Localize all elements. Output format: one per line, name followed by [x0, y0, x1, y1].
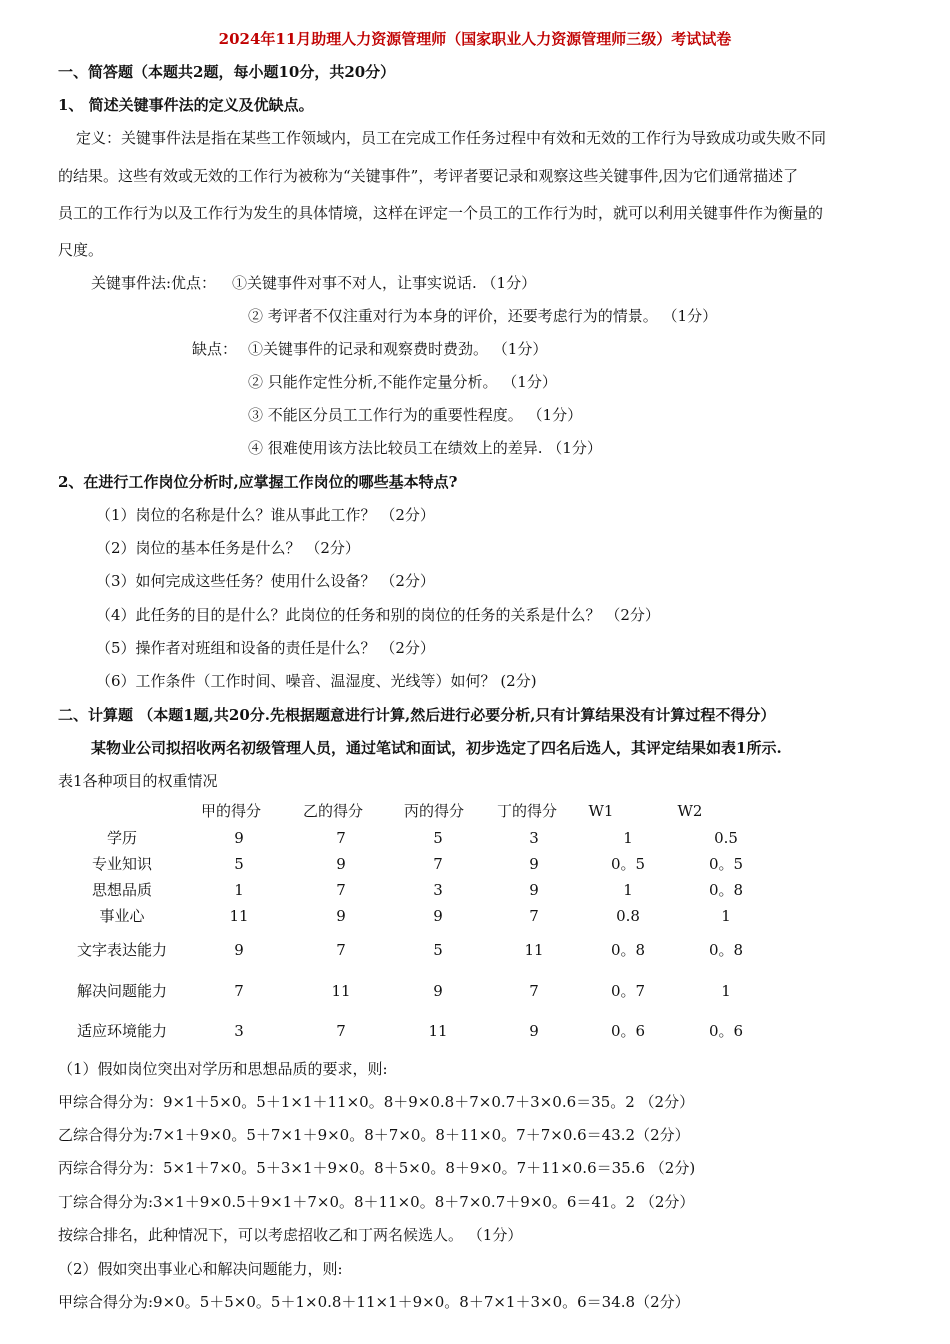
- calculation-line: 丁综合得分为:3×1＋9×0.5＋9×1＋7×0。8＋11×0。8＋7×0.7＋9×0。6＝41。2 （2分）: [58, 1193, 695, 1211]
- table-cell: 9: [529, 855, 539, 873]
- part-1-heading: （1）假如岗位突出对学历和思想品质的要求，则:: [58, 1060, 388, 1078]
- table-cell: 1: [623, 829, 633, 847]
- table-cell: 7: [529, 982, 539, 1000]
- table-cell: 0.5: [714, 829, 738, 847]
- table-cell: 0。6: [708, 1022, 744, 1040]
- calculation-line: 乙综合得分为:7×1＋9×0。5＋7×1＋9×0。8＋7×0。8＋11×0。7＋7×0.6＝43.2（2分）: [58, 1126, 690, 1144]
- table-cell: 7: [336, 881, 346, 899]
- table-header-cell: 丙的得分: [403, 802, 465, 820]
- question-2-item: （3）如何完成这些任务？使用什么设备？ （2分）: [96, 572, 435, 590]
- table-row-label: 专业知识: [91, 855, 153, 873]
- advantages-label: 关键事件法:优点：: [91, 274, 217, 292]
- calculation-line: 甲综合得分为：9×1＋5×0。5＋1×1＋11×0。8＋9×0.8＋7×0.7＋3×0.6＝35。2 （2分）: [58, 1093, 695, 1111]
- table-cell: 0。5: [708, 855, 744, 873]
- table-row-label: 适应环境能力: [76, 1022, 168, 1040]
- table-cell: 9: [433, 982, 443, 1000]
- page-title: 2024年11月助理人力资源管理师（国家职业人力资源管理师三级）考试试卷: [218, 30, 732, 48]
- table-cell: 3: [433, 881, 443, 899]
- question-2-item: （4）此任务的目的是什么？此岗位的任务和别的岗位的任务的关系是什么？ （2分）: [96, 606, 660, 624]
- definition-line: 的结果。这些有效或无效的工作行为被称为“关键事件”，考评者要记录和观察这些关键事件,因为它们通常描述了: [58, 167, 799, 185]
- definition-line: 尺度。: [58, 241, 104, 259]
- table-cell: 11: [524, 941, 544, 959]
- table-cell: 3: [234, 1022, 244, 1040]
- table-row-label: 解决问题能力: [76, 982, 168, 1000]
- question-2-item: （6）工作条件（工作时间、噪音、温湿度、光线等）如何？ (2分): [96, 672, 537, 690]
- question-2-item: （5）操作者对班组和设备的责任是什么？ （2分）: [96, 639, 435, 657]
- question-1: 1、 简述关键事件法的定义及优缺点。: [58, 96, 314, 114]
- question-2: 2、在进行工作岗位分析时,应掌握工作岗位的哪些基本特点?: [58, 473, 458, 491]
- question-2-item: （2）岗位的基本任务是什么？ （2分）: [96, 539, 360, 557]
- disadvantage-item: ② 只能作定性分析,不能作定量分析。 （1分）: [248, 373, 557, 391]
- table-cell: 7: [336, 941, 346, 959]
- table-header-cell: 甲的得分: [200, 802, 262, 820]
- table-cell: 1: [623, 881, 633, 899]
- disadvantages-label: 缺点：: [192, 340, 238, 358]
- table-cell: 0。6: [610, 1022, 646, 1040]
- table-cell: 7: [529, 907, 539, 925]
- table-cell: 9: [234, 829, 244, 847]
- table-cell: 1: [721, 907, 731, 925]
- table-cell: 9: [529, 1022, 539, 1040]
- table-cell: 0。5: [610, 855, 646, 873]
- table-cell: 1: [721, 982, 731, 1000]
- table-cell: 7: [336, 829, 346, 847]
- table-cell: 0。8: [708, 941, 744, 959]
- table-header-cell: 丁的得分: [496, 802, 558, 820]
- table-cell: 9: [529, 881, 539, 899]
- table-cell: 5: [234, 855, 244, 873]
- advantage-item: ② 考评者不仅注重对行为本身的评价，还要考虑行为的情景。 （1分）: [248, 307, 718, 325]
- table-header-cell: 乙的得分: [302, 802, 364, 820]
- table-cell: 9: [234, 941, 244, 959]
- table-cell: 0。8: [610, 941, 646, 959]
- disadvantage-item: ③ 不能区分员工工作行为的重要性程度。 （1分）: [248, 406, 583, 424]
- table-header-cell: W2: [677, 802, 703, 820]
- table-cell: 7: [336, 1022, 346, 1040]
- table-cell: 0。8: [708, 881, 744, 899]
- table-cell: 9: [336, 855, 346, 873]
- advantage-item: ①关键事件对事不对人，让事实说话. （1分）: [232, 274, 537, 292]
- table-cell: 7: [433, 855, 443, 873]
- definition-line: 定义：关键事件法是指在某些工作领域内，员工在完成工作任务过程中有效和无效的工作行为导致成功或失败不同: [76, 129, 827, 147]
- table-cell: 0.8: [616, 907, 640, 925]
- definition-line: 员工的工作行为以及工作行为发生的具体情境，这样在评定一个员工的工作行为时，就可以利用关键事件作为衡量的: [58, 204, 824, 222]
- calculation-line: 丙综合得分为：5×1＋7×0。5＋3×1＋9×0。8＋5×0。8＋9×0。7＋11×0.6＝35.6 （2分): [58, 1159, 696, 1177]
- disadvantage-item: ①关键事件的记录和观察费时费劲。 （1分）: [248, 340, 548, 358]
- section-2-intro: 某物业公司拟招收两名初级管理人员，通过笔试和面试，初步选定了四名后选人，其评定结果如表1所示.: [91, 739, 782, 757]
- conclusion-1: 按综合排名，此种情况下，可以考虑招收乙和丁两名候选人。 （1分）: [58, 1226, 523, 1244]
- table-cell: 9: [433, 907, 443, 925]
- table-cell: 11: [229, 907, 249, 925]
- table-cell: 9: [336, 907, 346, 925]
- table-cell: 5: [433, 941, 443, 959]
- table-row-label: 事业心: [99, 907, 145, 925]
- part-2-heading: （2）假如突出事业心和解决问题能力，则:: [58, 1260, 343, 1278]
- table-caption: 表1各种项目的权重情况: [58, 772, 218, 790]
- table-row-label: 思想品质: [91, 881, 153, 899]
- table-cell: 11: [428, 1022, 448, 1040]
- calculation-line: 甲综合得分为:9×0。5＋5×0。5＋1×0.8＋11×1＋9×0。8＋7×1＋3×0。6＝34.8（2分）: [58, 1293, 690, 1311]
- section-2-heading: 二、计算题 （本题1题,共20分.先根据题意进行计算,然后进行必要分析,只有计算结果没有计算过程不得分）: [58, 706, 776, 724]
- table-header-cell: W1: [588, 802, 614, 820]
- table-cell: 11: [331, 982, 351, 1000]
- table-cell: 5: [433, 829, 443, 847]
- table-cell: 3: [529, 829, 539, 847]
- table-row-label: 文字表达能力: [76, 941, 168, 959]
- table-row-label: 学历: [106, 829, 138, 847]
- question-2-item: （1）岗位的名称是什么？谁从事此工作？ （2分）: [96, 506, 435, 524]
- disadvantage-item: ④ 很难使用该方法比较员工在绩效上的差异. （1分）: [248, 439, 602, 457]
- section-1-heading: 一、简答题（本题共2题，每小题10分，共20分）: [58, 63, 396, 81]
- table-cell: 0。7: [610, 982, 646, 1000]
- table-cell: 1: [234, 881, 244, 899]
- table-cell: 7: [234, 982, 244, 1000]
